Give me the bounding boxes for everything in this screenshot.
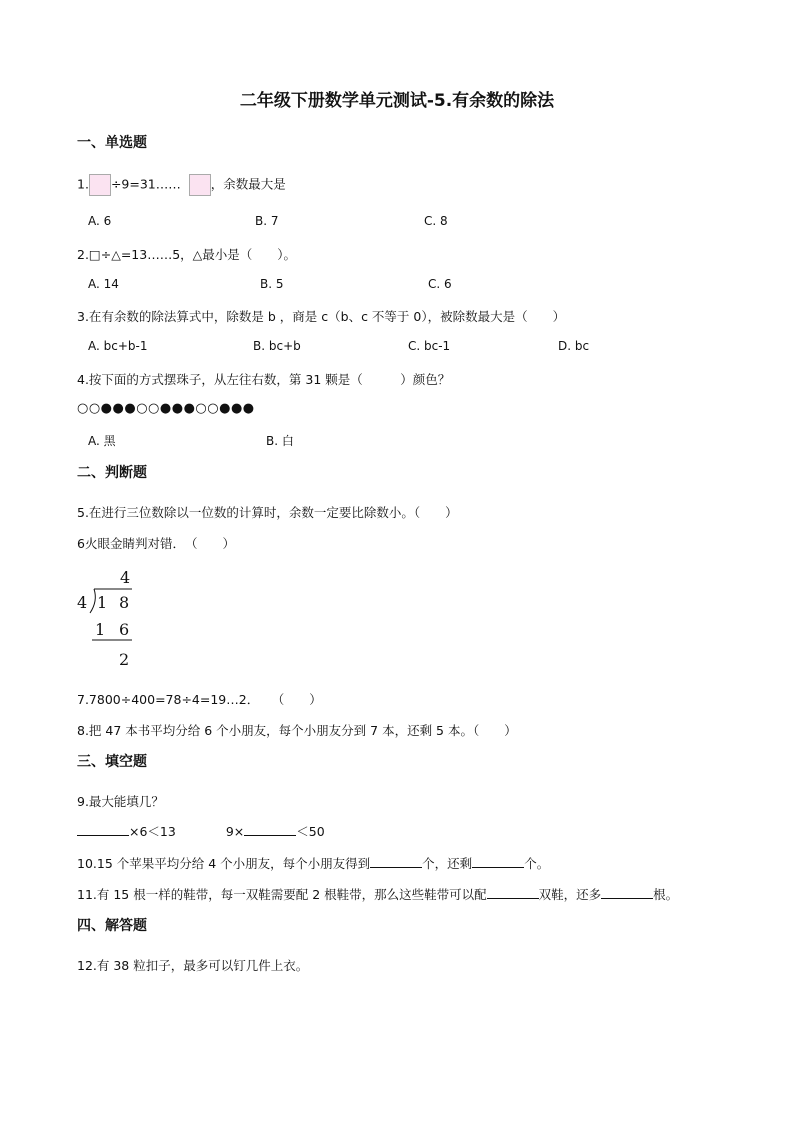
answer-blank[interactable]	[370, 855, 422, 868]
section-heading-single-choice: 一、单选题	[77, 135, 147, 151]
question-6: 6火眼金睛判对错． （ ）	[77, 536, 235, 551]
dividend-digit: 8	[119, 593, 130, 612]
blank-box[interactable]	[89, 174, 111, 196]
remainder: 2	[119, 650, 130, 669]
question-2: 2.□÷△=13……5，△最小是（ ）。	[77, 247, 297, 262]
divisor: 4	[77, 593, 88, 612]
question-10-post: 个。	[524, 856, 550, 871]
question-7: 7.7800÷400=78÷4=19…2． （ ）	[77, 692, 322, 707]
option-a[interactable]: A. 6	[88, 214, 112, 228]
product-digit: 1	[95, 620, 106, 639]
question-9: 9.最大能填几？	[77, 794, 164, 809]
answer-blank[interactable]	[472, 855, 524, 868]
question-10	[77, 854, 549, 872]
question-9-parts	[77, 822, 325, 840]
answer-blank[interactable]	[77, 823, 129, 836]
bead-sequence: ○○●●●○○●●●○○●●●	[77, 401, 255, 416]
product-digit: 6	[119, 620, 130, 639]
quotient: 4	[120, 568, 131, 587]
dividend-digit: 1	[97, 593, 108, 612]
question-3: 3.在有余数的除法算式中，除数是 b ，商是 c（b、c 不等于 0），被除数最大是（ ）	[77, 309, 566, 324]
answer-blank[interactable]	[601, 886, 653, 899]
question-9-part-2-pre: 9×	[225, 824, 245, 839]
option-c[interactable]: C. bc-1	[408, 339, 451, 353]
question-1	[77, 174, 286, 196]
question-9-part-2-post: ＜50	[296, 824, 325, 839]
answer-blank[interactable]	[244, 823, 296, 836]
option-b[interactable]: B. 白	[266, 434, 294, 448]
question-11-mid: 双鞋，还多	[538, 887, 602, 902]
option-c[interactable]: C. 8	[424, 214, 448, 228]
option-a[interactable]: A. 黑	[88, 434, 116, 448]
option-b[interactable]: B. 7	[255, 214, 279, 228]
question-5: 5.在进行三位数除以一位数的计算时，余数一定要比除数小。（ ）	[77, 505, 458, 520]
question-4: 4.按下面的方式摆珠子，从左往右数，第 31 颗是（ ）颜色？	[77, 372, 451, 387]
question-1-tail: ，余数最大是	[210, 176, 286, 192]
question-10-pre: 10.15 个苹果平均分给 4 个小朋友，每个小朋友得到	[77, 856, 371, 871]
option-a[interactable]: A. 14	[88, 277, 119, 291]
option-a[interactable]: A. bc+b-1	[88, 339, 148, 353]
section-heading-fill-blank: 三、填空题	[77, 754, 147, 770]
question-12: 12.有 38 粒扣子，最多可以钉几件上衣。	[77, 958, 309, 973]
blank-box[interactable]	[189, 174, 211, 196]
section-heading-solve: 四、解答题	[77, 918, 147, 934]
question-11	[77, 885, 678, 903]
question-1-number: 1.	[77, 176, 89, 192]
option-b[interactable]: B. bc+b	[253, 339, 301, 353]
long-division	[76, 566, 146, 676]
question-11-post: 根。	[653, 887, 679, 902]
question-8: 8.把 47 本书平均分给 6 个小朋友，每个小朋友分到 7 本，还剩 5 本。（ ）	[77, 723, 517, 738]
question-1-middle: ÷9=31……	[110, 176, 181, 192]
question-11-pre: 11.有 15 根一样的鞋带，每一双鞋需要配 2 根鞋带，那么这些鞋带可以配	[77, 887, 487, 902]
question-10-mid: 个，还剩	[422, 856, 473, 871]
division-bracket	[76, 566, 146, 676]
option-c[interactable]: C. 6	[428, 277, 452, 291]
option-d[interactable]: D. bc	[558, 339, 590, 353]
answer-blank[interactable]	[487, 886, 539, 899]
question-9-part-1: ×6＜13	[129, 824, 176, 839]
option-b[interactable]: B. 5	[260, 277, 284, 291]
section-heading-true-false: 二、判断题	[77, 465, 147, 481]
page-title: 二年级下册数学单元测试-5.有余数的除法	[239, 91, 555, 111]
